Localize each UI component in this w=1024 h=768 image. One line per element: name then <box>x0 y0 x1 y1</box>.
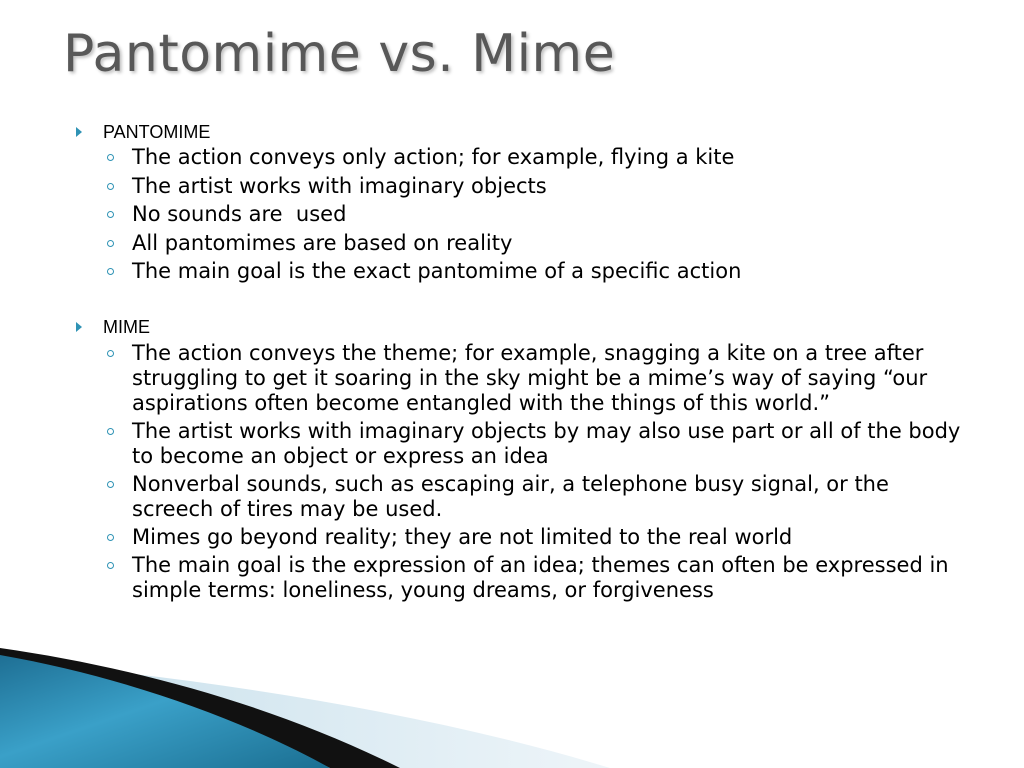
list-item-text: The action conveys only action; for example, flying a kite <box>132 145 735 169</box>
slide-title: Pantomime vs. Mime <box>63 24 616 84</box>
section-heading: MIME <box>103 317 150 337</box>
section-heading: PANTOMIME <box>103 122 211 142</box>
list-item-text: Mimes go beyond reality; they are not limited to the real world <box>132 525 793 549</box>
list-item-text: The action conveys the theme; for example, snagging a kite on a tree after struggling to get it soaring in the sky might be a mime’s way of saying “our aspirations often become entangled with the things of this world.” <box>132 341 928 415</box>
list-item-text: The artist works with imaginary objects by may also use part or all of the body to become an object or express an idea <box>132 419 961 468</box>
list-item-text: Nonverbal sounds, such as escaping air, a telephone busy signal, or the screech of tires may be used. <box>132 472 889 521</box>
list-item-text: The artist works with imaginary objects <box>132 173 547 198</box>
list-item-text: No sounds are used <box>132 202 347 226</box>
list-item-text: The main goal is the exact pantomime of a specific action <box>132 259 742 283</box>
list-item-text: All pantomimes are based on reality <box>132 230 513 255</box>
list-item-text: The main goal is the expression of an idea; themes can often be expressed in simple terms: loneliness, young dreams, or forgiveness <box>132 553 949 602</box>
